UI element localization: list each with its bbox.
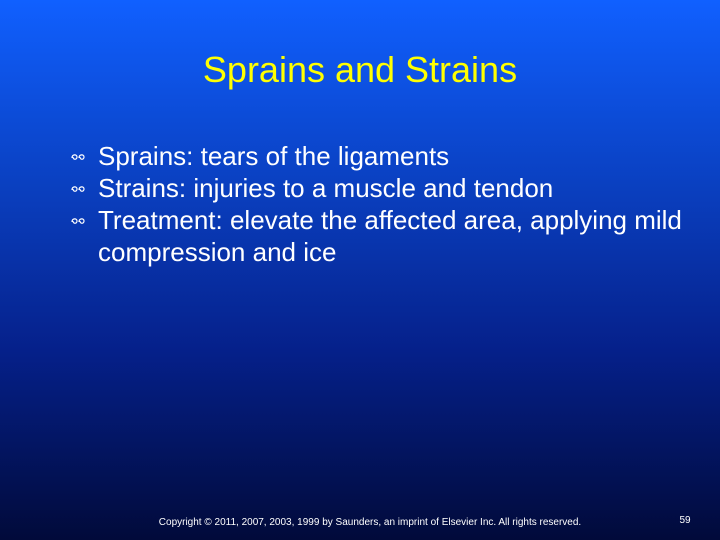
swirl-bullet-icon (70, 152, 88, 162)
copyright-footer: Copyright © 2011, 2007, 2003, 1999 by Saunders, an imprint of Elsevier Inc. All rights reserved. (158, 517, 582, 528)
bullet-text: Treatment: elevate the affected area, applying mild compression and ice (98, 205, 682, 267)
bullet-item-sprains (70, 140, 690, 172)
swirl-bullet-icon (70, 184, 88, 194)
bullet-text: Sprains: tears of the ligaments (98, 141, 450, 171)
page-number: 59 (679, 515, 691, 526)
bullet-item-strains (70, 172, 690, 204)
slide-title: Sprains and Strains (202, 49, 518, 90)
bullet-item-treatment (70, 204, 690, 268)
swirl-bullet-icon (70, 216, 88, 226)
bullet-list (70, 140, 690, 268)
bullet-text: Strains: injuries to a muscle and tendon (98, 173, 554, 203)
